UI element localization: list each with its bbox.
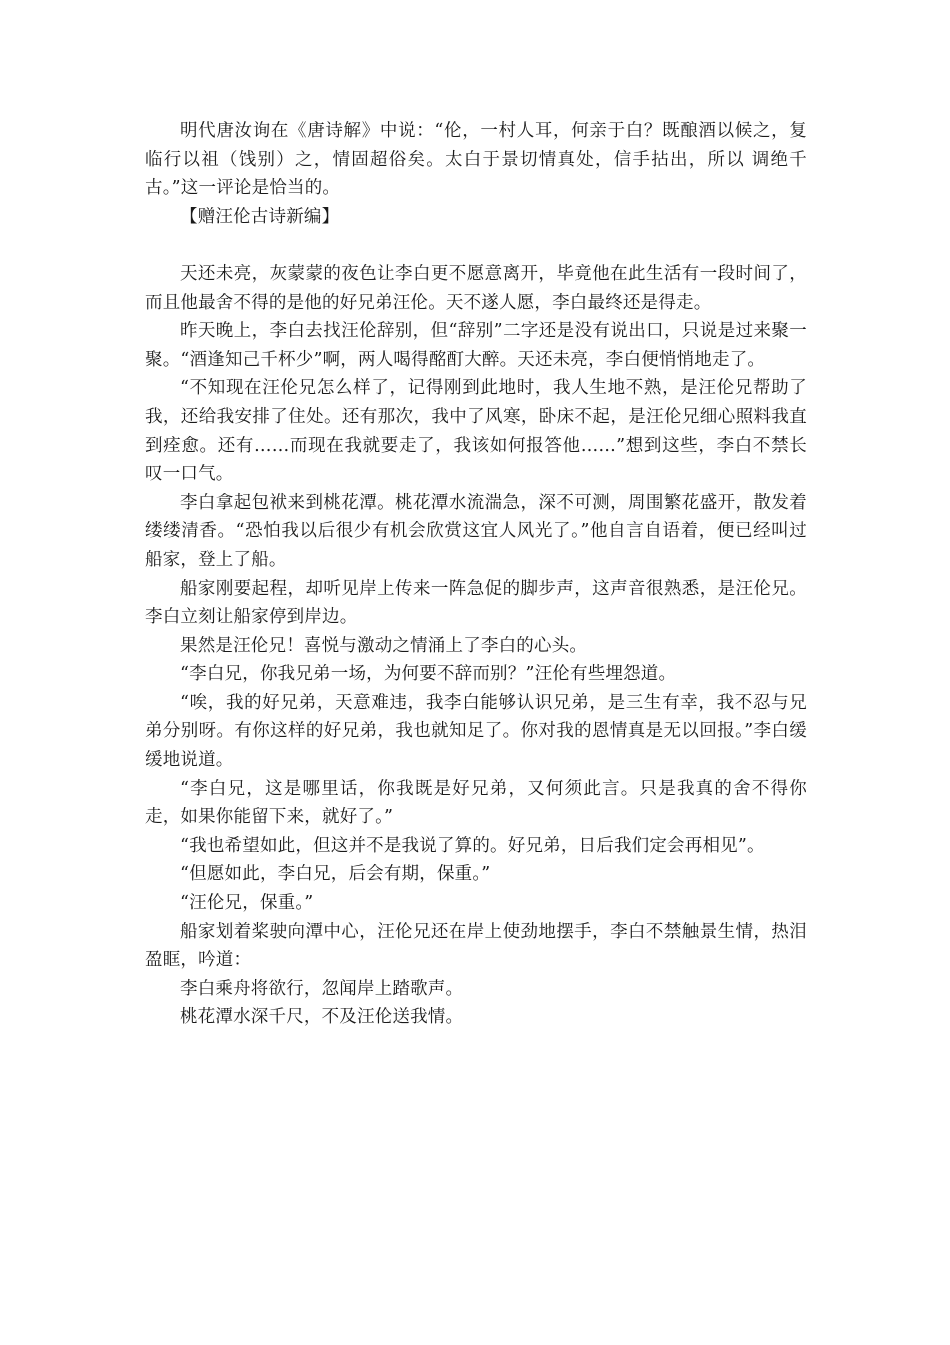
story-paragraph: 船家划着桨驶向潭中心，汪伦兄还在岸上使劲地摆手，李白不禁触景生情，热泪盈眶，吟道： — [145, 921, 807, 971]
story-paragraph: “李白兄，你我兄弟一场，为何要不辞而别？”汪伦有些埋怨道。 — [180, 664, 677, 685]
story-paragraph: “我也希望如此，但这并不是我说了算的。好兄弟，日后我们定会再相见”。 — [180, 835, 765, 856]
intro-paragraph: 明代唐汝询在《唐诗解》中说：“伦，一村人耳，何亲于白？既酿酒以候之，复临行以祖（饯别）之，情固超俗矣。太白于景切情真处，信手拈出，所以 调绝千古。”这一评论是恰当的。 — [145, 121, 807, 199]
blank-line — [145, 231, 807, 260]
poem-line: 李白乘舟将欲行，忽闻岸上踏歌声。 — [180, 978, 464, 999]
story-paragraph: “唉，我的好兄弟，天意难违，我李白能够认识兄弟，是三生有幸，我不忍与兄弟分别呀。有你这样的好兄弟，我也就知足了。你对我的恩情真是无以回报。”李白缓缓地说道。 — [145, 692, 807, 771]
story-paragraph: 李白拿起包袱来到桃花潭。桃花潭水流湍急，深不可测，周围繁花盛开，散发着缕缕清香。“恐怕我以后很少有机会欣赏这宜人风光了。”他自言自语着，便已经叫过船家，登上了船。 — [145, 492, 807, 570]
story-paragraph: “汪伦兄，保重。” — [180, 893, 314, 914]
poem-line: 桃花潭水深千尺，不及汪伦送我情。 — [180, 1007, 464, 1028]
document-body — [145, 117, 807, 1032]
story-paragraph: “李白兄，这是哪里话，你我既是好兄弟，又何须此言。只是我真的舍不得你走，如果你能留下来，就好了。” — [145, 778, 807, 828]
story-paragraph: 船家刚要起程，却听见岸上传来一阵急促的脚步声，这声音很熟悉，是汪伦兄。李白立刻让船家停到岸边。 — [145, 578, 807, 628]
story-paragraph: 果然是汪伦兄！喜悦与激动之情涌上了李白的心头。 — [180, 635, 588, 656]
section-heading: 【赠汪伦古诗新编】 — [180, 206, 340, 227]
story-paragraph: 昨天晚上，李白去找汪伦辞别，但“辞别”二字还是没有说出口，只说是过来聚一聚。“酒逢知己千杯少”啊，两人喝得酩酊大醉。天还未亮，李白便悄悄地走了。 — [145, 321, 807, 370]
story-paragraph: “不知现在汪伦兄怎么样了，记得刚到此地时，我人生地不熟，是汪伦兄帮助了我，还给我安排了住处。还有那次，我中了风寒，卧床不起，是汪伦兄细心照料我直到痊愈。还有……而现在我就要走了，我该如何报答他……”想到这些，李白不禁长叹一口气。 — [145, 378, 807, 485]
story-paragraph: 天还未亮，灰蒙蒙的夜色让李白更不愿意离开，毕竟他在此生活有一段时间了，而且他最舍不得的是他的好兄弟汪伦。天不遂人愿，李白最终还是得走。 — [145, 263, 807, 313]
story-paragraph: “但愿如此，李白兄，后会有期，保重。” — [180, 864, 491, 885]
